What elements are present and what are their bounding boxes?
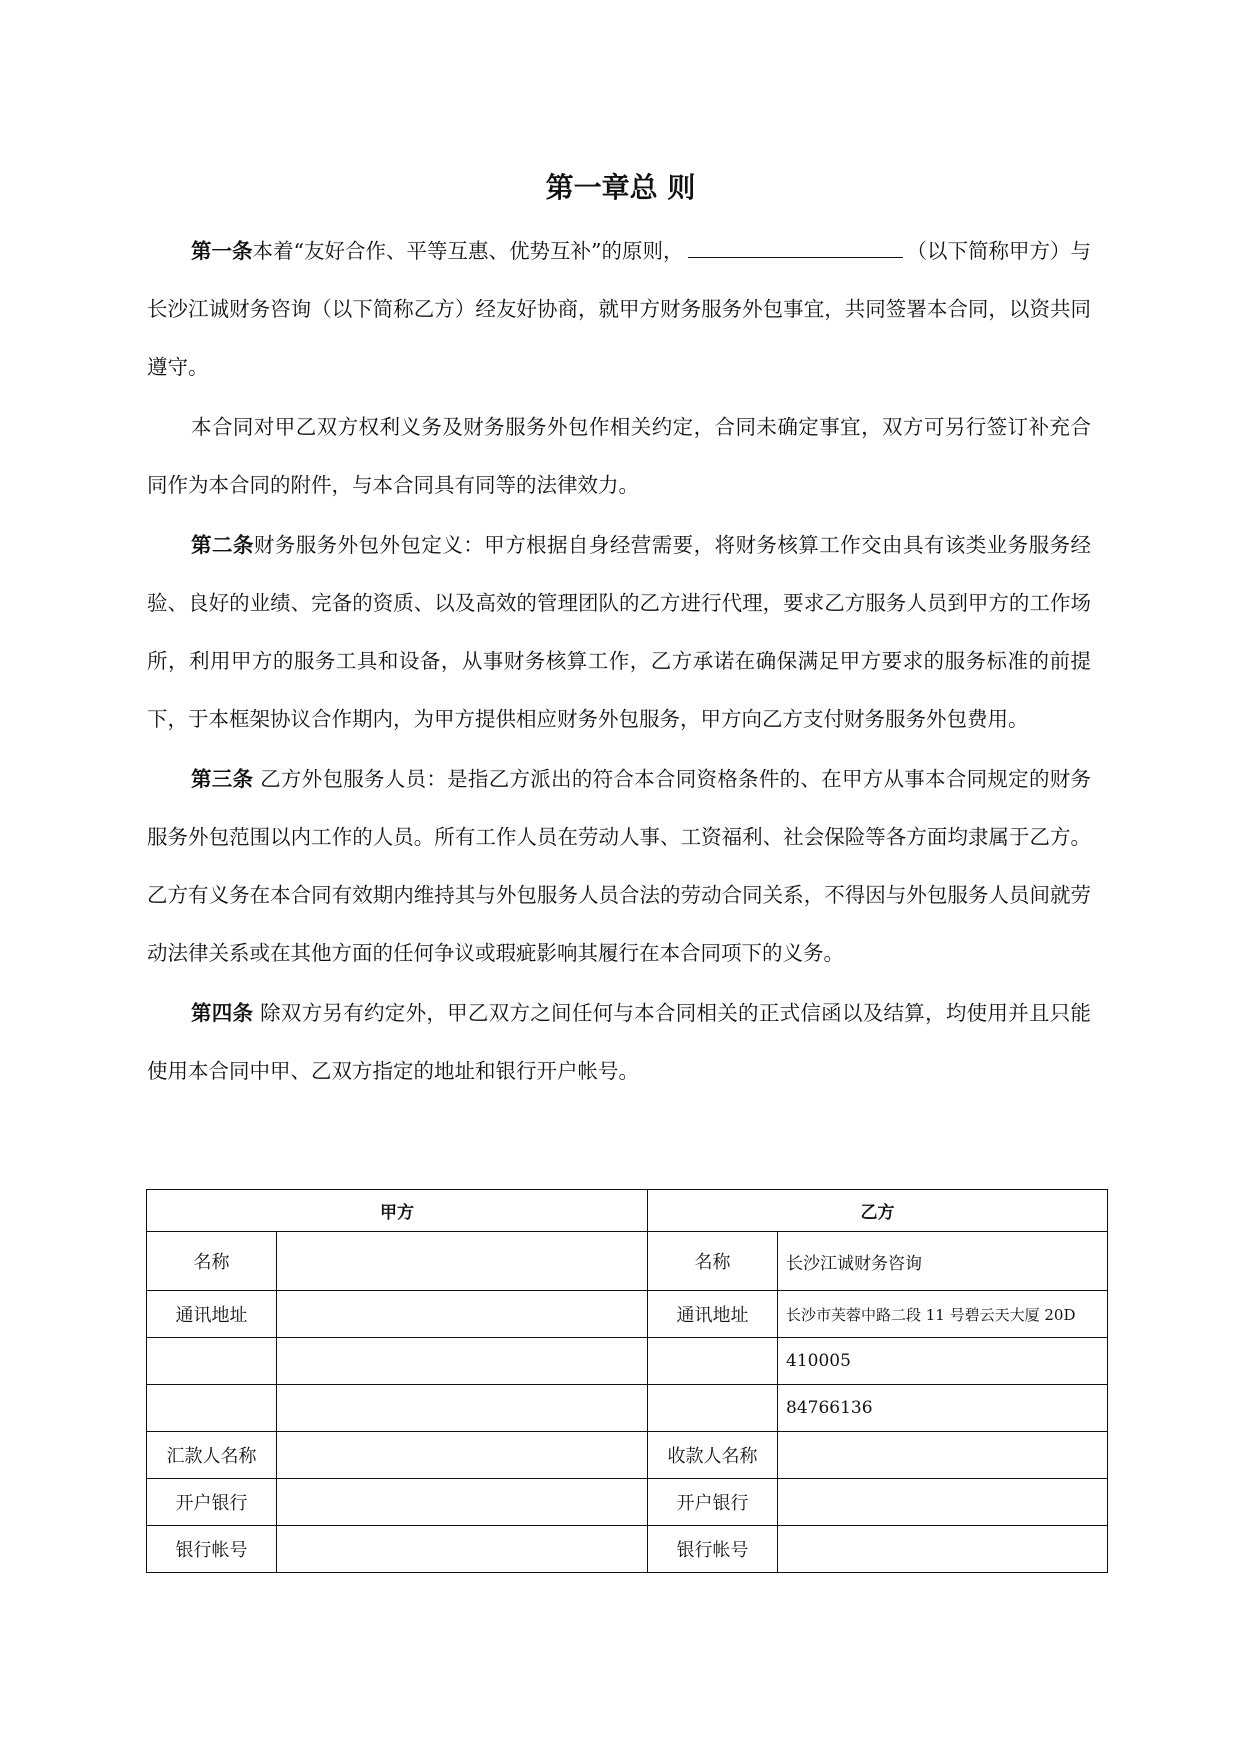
party-a-value: [277, 1432, 648, 1479]
party-b-header: 乙方: [648, 1190, 1108, 1232]
party-b-value: [778, 1526, 1108, 1573]
article-2-text: 财务服务外包外包定义：甲方根据自身经营需要，将财务核算工作交由具有该类业务服务经验、良好的业绩、完备的资质、以及高效的管理团队的乙方进行代理，要求乙方服务人员到甲方的工作场所，利用甲方的服务工具和设备，从事财务核算工作，乙方承诺在确保满足甲方要求的服务标准的前提下，于本框架协议合作期内，为甲方提供相应财务外包服务，甲方向乙方支付财务服务外包费用。: [147, 533, 1092, 731]
table-row: [147, 1338, 1108, 1385]
article-3: [147, 750, 1091, 982]
table-row: [147, 1479, 1108, 1526]
article-1: [147, 222, 1091, 396]
party-b-label: 开户银行: [648, 1479, 778, 1526]
table-header-row: [147, 1190, 1108, 1232]
article-4-heading: 第四条: [191, 1001, 254, 1025]
party-b-label: [648, 1338, 778, 1385]
party-b-value: 84766136: [778, 1385, 1108, 1432]
party-a-label: 开户银行: [147, 1479, 277, 1526]
party-a-value: [277, 1338, 648, 1385]
party-b-label: 收款人名称: [648, 1432, 778, 1479]
party-b-label: [648, 1385, 778, 1432]
party-b-value: 长沙江诚财务咨询: [778, 1232, 1108, 1291]
party-a-header: 甲方: [147, 1190, 648, 1232]
article-1-heading: 第一条: [191, 239, 253, 263]
party-b-value: 长沙市芙蓉中路二段 11 号碧云天大厦 20D: [778, 1291, 1108, 1338]
party-a-value: [277, 1291, 648, 1338]
party-a-value: [277, 1526, 648, 1573]
table-row: [147, 1385, 1108, 1432]
article-2: [147, 516, 1091, 748]
party-b-value: [778, 1479, 1108, 1526]
party-b-value: 410005: [778, 1338, 1108, 1385]
article-2-heading: 第二条: [191, 533, 254, 557]
party-b-label: 名称: [648, 1232, 778, 1291]
table-row: [147, 1232, 1108, 1291]
article-4: [147, 984, 1091, 1100]
paragraph-2: 本合同对甲乙双方权利义务及财务服务外包作相关约定，合同未确定事宜，双方可另行签订补充合同作为本合同的附件，与本合同具有同等的法律效力。: [147, 415, 1091, 497]
chapter-title: 第一章总 则: [545, 171, 696, 204]
party-a-value: [277, 1479, 648, 1526]
party-a-label: 名称: [147, 1232, 277, 1291]
article-1-text-end: （以下简称甲方）与长沙江诚财务咨询（以下简称乙方）经友好协商，就甲方财务服务外包事宜，共同签署本合同，以资共同遵守。: [147, 239, 1092, 379]
party-b-label: 通讯地址: [648, 1291, 778, 1338]
party-a-value: [277, 1232, 648, 1291]
party-a-label: [147, 1385, 277, 1432]
party-a-label: 银行帐号: [147, 1526, 277, 1573]
table-row: [147, 1526, 1108, 1573]
article-4-text: 除双方另有约定外，甲乙双方之间任何与本合同相关的正式信函以及结算，均使用并且只能使用本合同中甲、乙双方指定的地址和银行开户帐号。: [147, 1001, 1092, 1083]
table-row: [147, 1432, 1108, 1479]
party-b-label: 银行帐号: [648, 1526, 778, 1573]
contract-body: [147, 222, 1091, 1102]
table-row: [147, 1291, 1108, 1338]
party-a-label: 通讯地址: [147, 1291, 277, 1338]
party-b-value: [778, 1432, 1108, 1479]
article-1-text-start: 本着“友好合作、平等互惠、优势互补”的原则，: [252, 239, 684, 263]
party-a-value: [277, 1385, 648, 1432]
party-a-label: 汇款人名称: [147, 1432, 277, 1479]
party-a-label: [147, 1338, 277, 1385]
article-3-text: 乙方外包服务人员：是指乙方派出的符合本合同资格条件的、在甲方从事本合同规定的财务服务外包范围以内工作的人员。所有工作人员在劳动人事、工资福利、社会保险等各方面均隶属于乙方。乙方有义务在本合同有效期内维持其与外包服务人员合法的劳动合同关系，不得因与外包服务人员间就劳动法律关系或在其他方面的任何争议或瑕疵影响其履行在本合同项下的义务。: [147, 767, 1092, 965]
article-3-heading: 第三条: [191, 767, 254, 791]
party-info-table: [146, 1189, 1108, 1573]
party-a-name-blank: [688, 239, 903, 258]
